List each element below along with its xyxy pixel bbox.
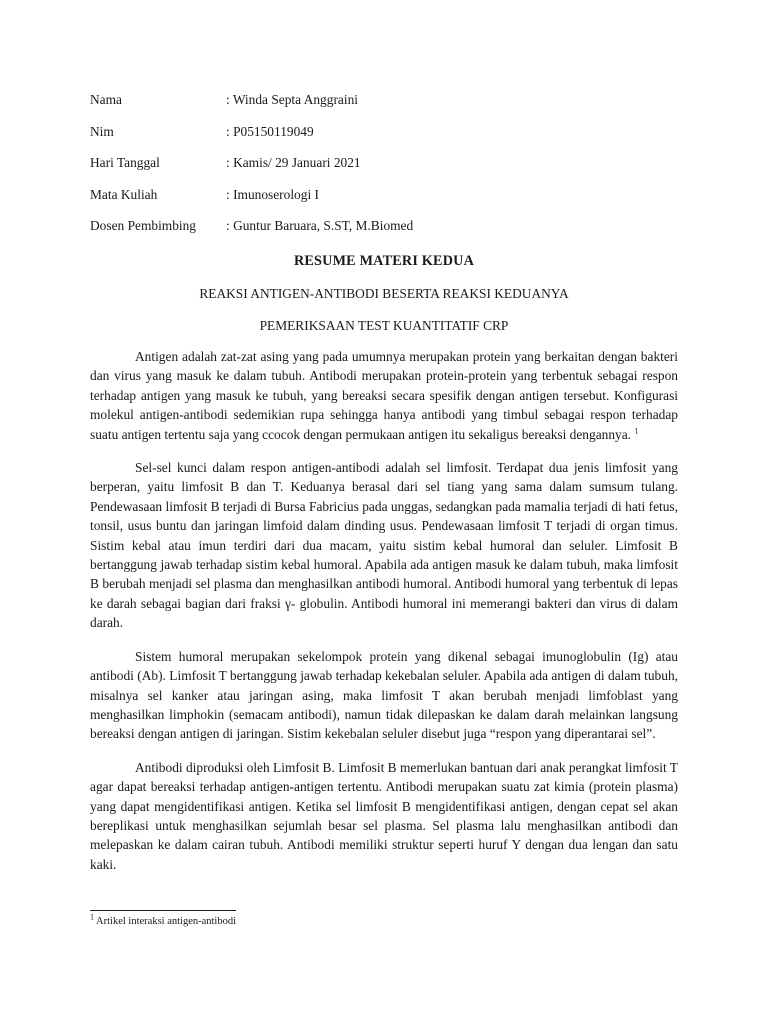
paragraph: Sistem humoral merupakan sekelompok protein yang dikenal sebagai imunoglobulin (Ig) atau antibodi (Ab). Limfosit T bertanggung jawab terhadap kekebalan seluler. Apabila ada antigen di dalam tubuh, misalnya sel kanker atau jaringan asing, maka limfosit T akan berubah menjadi limfoblast yang menghasilkan limphokin (semacam antibodi), namun tidak dilepaskan ke dalam darah melainkan langsung bereaksi dengan antigen di jaringan. Sistim kekebalan seluler disebut juga “respon yang diperantarai sel”. [90,648,678,742]
footnote-reference[interactable]: 1 [634,426,639,436]
info-label: Dosen Pembimbing [90,218,197,233]
info-value: : P05150119049 [226,123,314,139]
paragraph: Sel-sel kunci dalam respon antigen-antibodi adalah sel limfosit. Terdapat dua jenis limfosit yang berperan, yaitu limfosit B dan T. Keduanya berasal dari sel tiang yang sama dalam sumsum tulang. Pendewasaan limfosit B terjadi di Bursa Fabricius pada unggas, sedangkan pada mamalia terjadi di hati fetus, tonsil, usus buntu dan jaringan limfoid dalam dinding usus. Pendewasaan limfosit T terjadi di organ timus. Sistim kebal atau imun terdiri dari dua macam, yaitu sistim kebal humoral dan seluler. Limfosit B bertanggung jawab terhadap sistim kebal humoral. Apabila ada antigen masuk ke dalam tubuh, maka limfosit B berubah menjadi sel plasma dan menghasilkan antibodi humoral. Antibodi humoral yang terbentuk di lepas ke darah sebagai bagian dari fraksi γ- globulin. Antibodi humoral ini memerangi bakteri dan virus di dalam darah. [90,460,678,631]
info-row-nim [90,123,690,155]
document-body [90,347,678,888]
footnote-divider [90,910,236,911]
info-value: : Winda Septa Anggraini [226,92,358,107]
paragraph: Antibodi diproduksi oleh Limfosit B. Limfosit B memerlukan bantuan dari anak perangkat limfosit T agar dapat bereaksi terhadap antigen-antigen tertentu. Antibodi merupakan suatu zat kimia (protein plasma) yang dapat mengidentifikasi antigen. Ketika sel limfosit B mengidentifikasi antigen, dengan cepat sel akan bereplikasi untuk menghasilkan sejumlah besar sel plasma. Sel plasma lalu menghasilkan antibodi dan melepaskan ke dalam cairan tubuh. Antibodi memiliki struktur seperti huruf Y dengan dua lengan dan satu kaki. [90,759,678,872]
footnote [90,912,237,927]
info-row-nama [90,91,690,123]
info-label: Mata Kuliah [90,186,158,202]
document-subtitle: REAKSI ANTIGEN-ANTIBODI BESERTA REAKSI KEDUANYA [199,286,569,301]
info-label: Hari Tanggal [90,155,160,170]
footnote-number: 1 [90,912,94,922]
info-value: : Imunoserologi I [226,186,319,202]
student-info [90,91,690,249]
document-title: RESUME MATERI KEDUA [293,253,475,269]
info-value: : Kamis/ 29 Januari 2021 [226,155,361,170]
info-row-lecturer [90,217,690,249]
info-row-course [90,186,690,218]
paragraph [90,347,678,444]
info-label: Nim [90,123,114,139]
paragraph-text: Antigen adalah zat-zat asing yang pada umumnya merupakan protein yang berkaitan dengan bakteri dan virus yang masuk ke dalam tubuh. Antibodi merupakan protein-protein yang terbentuk sebagai respon terhadap antigen yang masuk ke tubuh, yang bereaksi secara spesifik dengan antigen tersebut. Konfigurasi molekul antigen-antibodi sedemikian rupa sehingga hanya antibodi yang timbul sebagai respon terhadap suatu antigen tertentu saja yang ccocok dengan permukaan antigen itu sekaligus bereaksi dengannya. [90,349,678,442]
document-subtitle-2: PEMERIKSAAN TEST KUANTITATIF CRP [259,318,509,333]
info-label: Nama [90,92,122,107]
info-row-date [90,154,690,186]
info-value: : Guntur Baruara, S.ST, M.Biomed [226,218,414,233]
footnote-text: Artikel interaksi antigen-antibodi [96,916,237,927]
